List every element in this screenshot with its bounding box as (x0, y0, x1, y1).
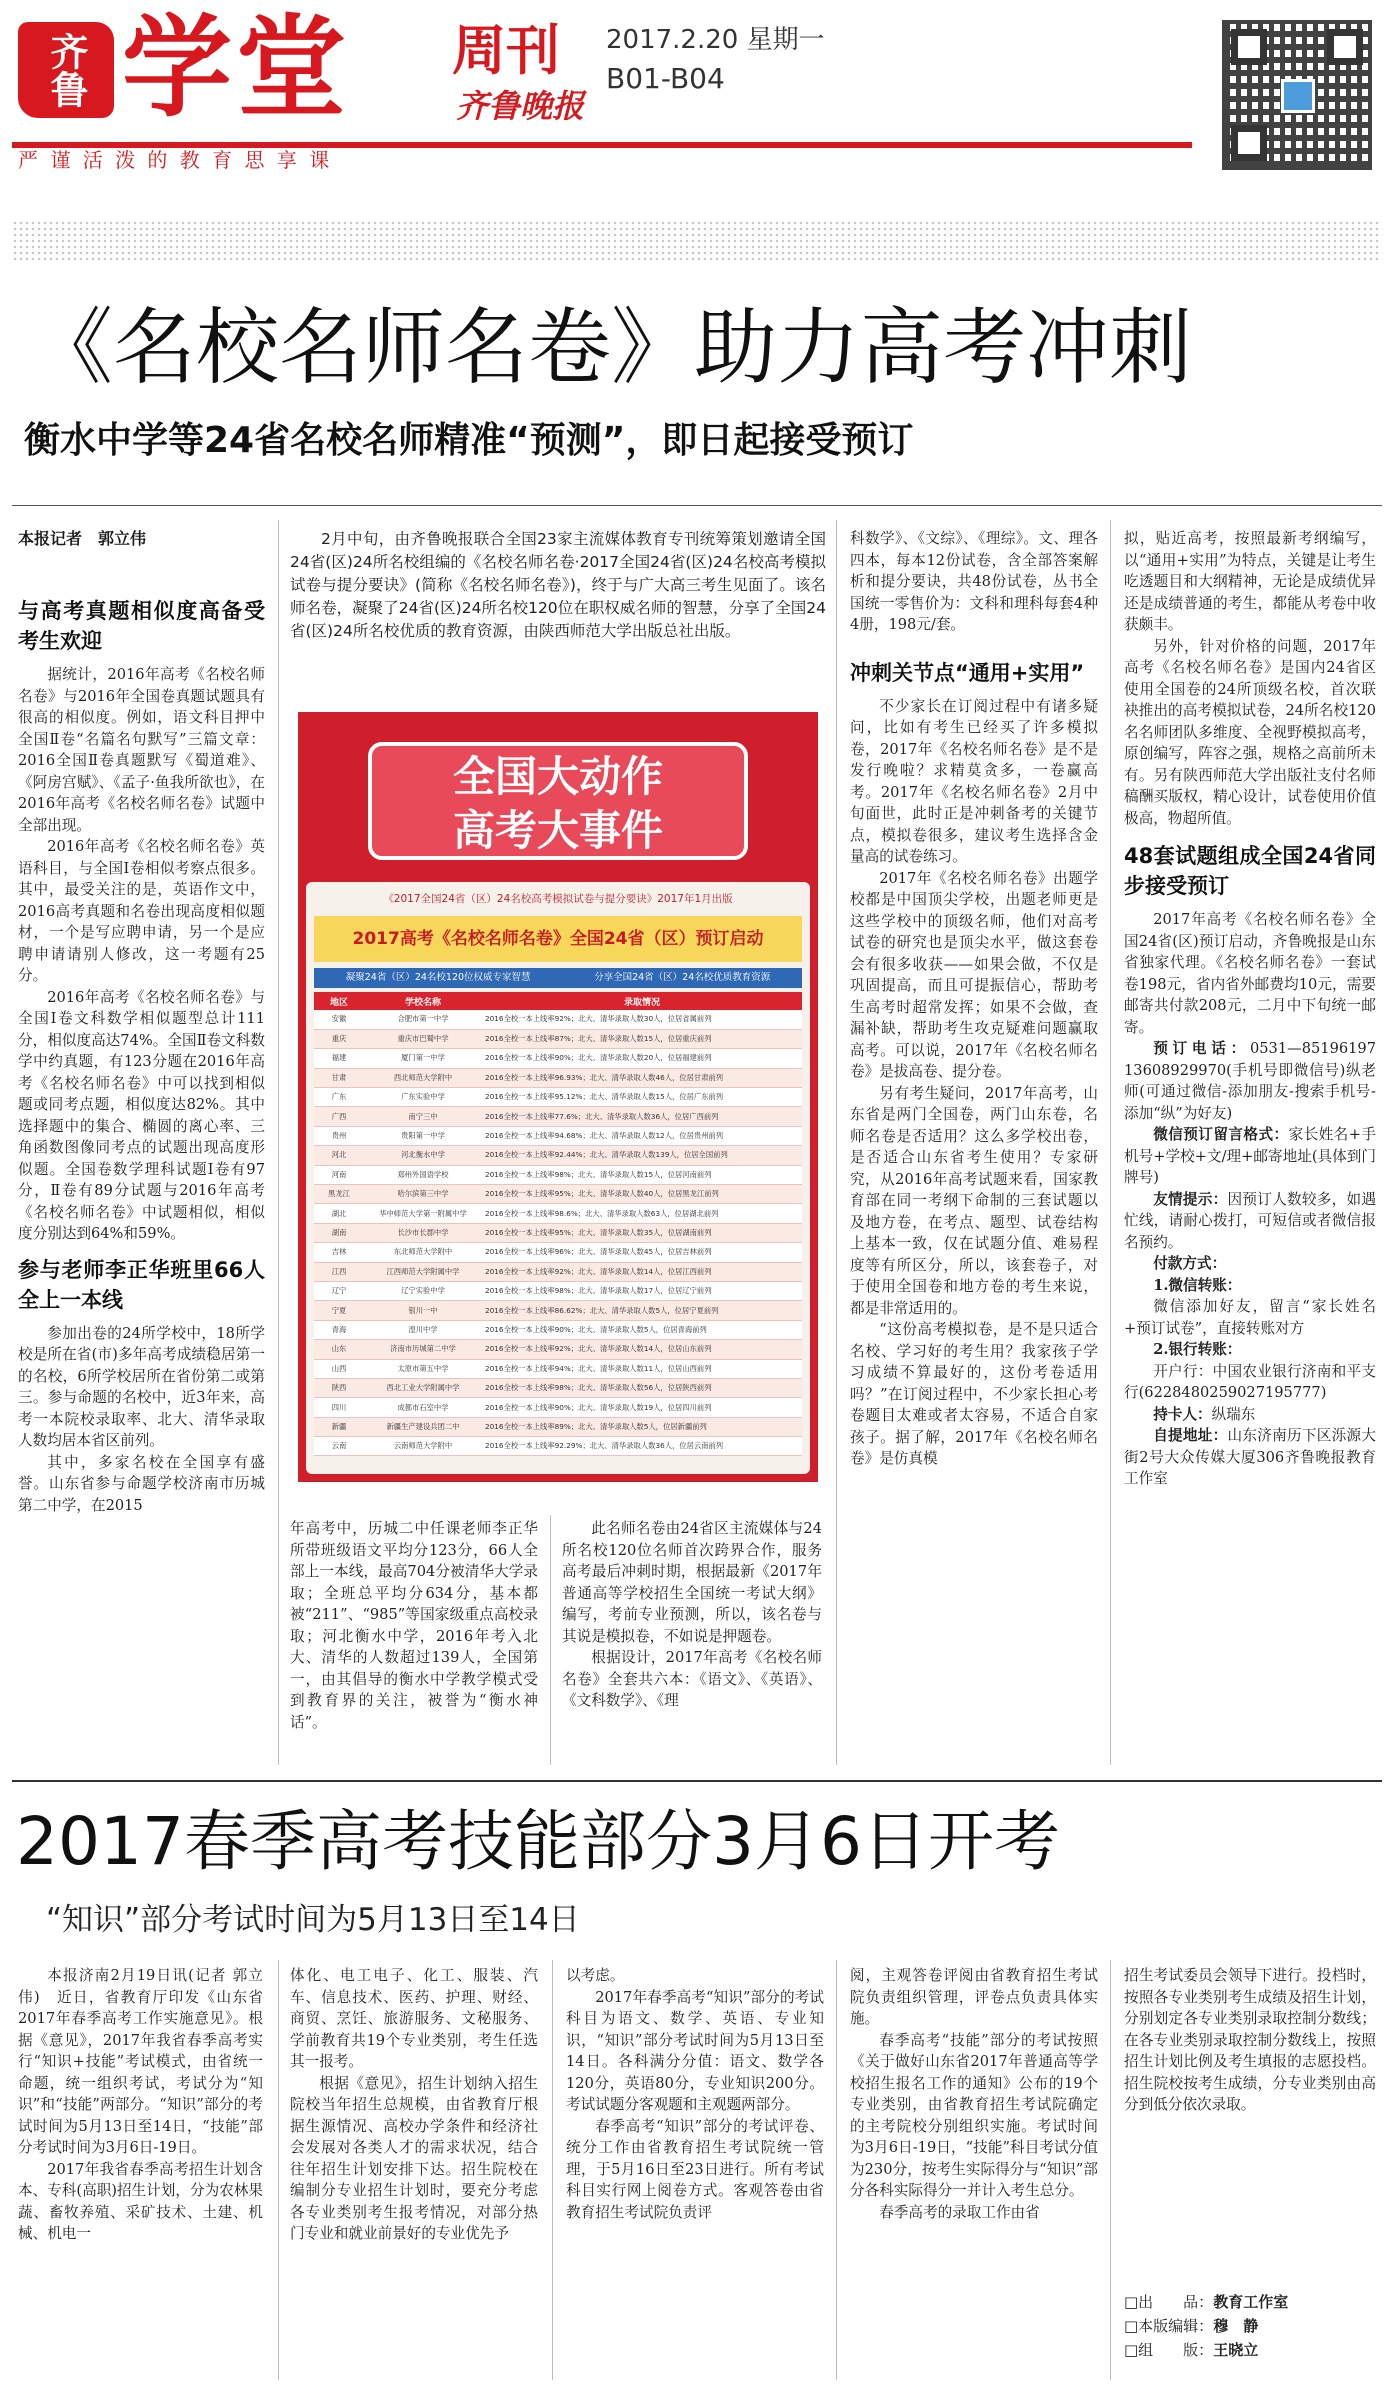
table-row (314, 1243, 802, 1262)
table-row (314, 1223, 802, 1242)
school-cell: 郑州外国语学校 (364, 1165, 482, 1184)
divider (12, 505, 1382, 506)
region-cell: 黑龙江 (314, 1185, 364, 1204)
order-wechat (1124, 1124, 1376, 1189)
pay-label: 付款方式： (1153, 1255, 1227, 1272)
region-cell: 广东 (314, 1088, 364, 1107)
table-row (314, 1281, 802, 1300)
paragraph: 体化、电工电子、化工、服装、汽车、信息技术、医药、护理、财经、商贸、烹饪、旅游服务、文秘服务、学前教育共19个专业类别，考生任选其一报考。 (290, 1967, 538, 2070)
paragraph: 2016年高考《名校名师名卷》与全国Ⅰ卷文科数学相似题型总计111分，相似度高达74%。全国Ⅱ卷文科数学中约真题，有123分题在2016年高考《名校名师名卷》中可以找到相似题或同考点题，相似度达82%。其中选择题中的集合、椭圆的离心率、三角函数图像同考点的试题出现高度形似题。全国卷数学理科试题Ⅰ卷有97分，Ⅱ卷有89分试题与2016年高考《名校名师名卷》中试题相似，相似度分别达到64%和59%。 (18, 988, 265, 1242)
article1-column-2 (290, 1518, 538, 1733)
article2-column-5 (1124, 1965, 1376, 2116)
article2-column-2 (290, 1965, 538, 2245)
article1-column-3 (562, 1518, 822, 1712)
article1-subhead: 衡水中学等24省名校名师精准“预测”，即日起接受预订 (24, 420, 914, 461)
credit-value: 王晓立 (1213, 2341, 1259, 2359)
order-wechat-label: 微信预订留言格式： (1153, 1126, 1289, 1143)
pay-bank (1124, 1339, 1376, 1361)
masthead (0, 0, 1395, 175)
region-cell: 安徽 (314, 1010, 364, 1029)
paragraph: 以考虑。 (566, 1967, 625, 1984)
poster-banner (368, 742, 748, 860)
logo-text: 齐鲁 (44, 32, 89, 108)
article2-column-1 (18, 1965, 263, 2245)
byline: 本报记者 郭立伟 (18, 529, 147, 548)
credit-line (1124, 2338, 1376, 2362)
table-row (314, 1165, 802, 1184)
school-cell: 银川一中 (364, 1301, 482, 1320)
credit-value: 穆 静 (1213, 2317, 1259, 2335)
paragraph: 春季高考的录取工作由省 (879, 2203, 1040, 2221)
paragraph: 春季高考“知识”部分的考试评卷、统分工作由省教育招生考试院统一管理，于5月16日至23日进行。所有考试科目实行网上阅卷方式。客观答卷由省教育招生考试院负责评 (566, 2117, 824, 2221)
admission-cell: 2016全校一本上线率96.93%；北大、清华录取人数46人，位居甘肃前列 (482, 1068, 802, 1087)
paragraph: 2016年高考《名校名师名卷》英语科目，与全国Ⅰ卷相似考察点很多。其中，最受关注的是，英语作文中，2016高考真题和名卷出现高度相似题材，一个是写应聘申请，另一个是应聘申请请别人修改，这一考题有25分。 (18, 838, 265, 984)
region-cell: 湖北 (314, 1204, 364, 1223)
pay-wechat (1124, 1275, 1376, 1297)
table-row (314, 1437, 802, 1456)
region-cell: 云南 (314, 1437, 364, 1456)
school-cell: 南宁三中 (364, 1107, 482, 1126)
table-row (314, 1185, 802, 1204)
pay-wechat-detail: 微信添加好友，留言“家长姓名+预订试卷”，直接转账对方 (1124, 1298, 1376, 1337)
article2-column-3 (566, 1965, 824, 2223)
region-cell: 吉林 (314, 1243, 364, 1262)
admission-cell: 2016全校一本上线率96%；北大、清华录取人数45人，位居吉林前列 (482, 1243, 802, 1262)
subheading: 冲刺关节点“通用+实用” (850, 660, 1085, 685)
paragraph: 2017年我省春季高考招生计划含本、专科(高职)招生计划，分为农林果蔬、畜牧养殖、采矿技术、土建、机械、机电一 (18, 2160, 263, 2242)
table-row (314, 1088, 802, 1107)
admission-cell: 2016全校一本上线率98%；北大、清华录取人数17人，位居辽宁前列 (482, 1281, 802, 1300)
table-row (314, 1049, 802, 1068)
region-cell: 江西 (314, 1262, 364, 1281)
admission-cell: 2016全校一本上线率95%；北大、清华录取人数35人，位居湖南前列 (482, 1223, 802, 1242)
pay2-label: 2.银行转账： (1153, 1341, 1242, 1358)
region-cell: 甘肃 (314, 1068, 364, 1087)
banner-line-2: 高考大事件 (452, 806, 663, 855)
paragraph: 本报济南2月19日讯(记者 郭立伟) 近日，省教育厅印发《山东省2017年春季高考工作实施意见》。根据《意见》，2017年我省春季高考实行“知识+技能”考试模式，由省统一命题，统一组织考试，考试分为“知识”和“技能”两部分。“知识”部分的考试时间为5月13日至14日，“技能”部分考试时间为3月6日-19日。 (18, 1967, 263, 2156)
table-row (314, 1398, 802, 1417)
order-phone-value: 0531—85196197 13608929970(手机号即微信号)纵老师(可通过微信-添加朋友-搜索手机号-添加“纵”为好友) (1124, 1040, 1376, 1122)
paragraph: 科数学》、《文综》、《理综》。文、理各四本，每本12份试卷，含全部答案解析和提分要诀，共48份试卷，丛书全国统一零售价为：文科和理科每套4种4册，198元/套。 (850, 530, 1098, 633)
table-header: 学校名称 (404, 997, 441, 1008)
paragraph: 参加出卷的24所学校中，18所学校是所在省(市)多年高考成绩稳居第一的名校，6所学校居所在省份第二或第三。参与命题的名校中，近3年来，高考一本院校录取率、北大、清华录取人数均居本省区前列。 (18, 1324, 265, 1449)
table-row (314, 1029, 802, 1048)
admission-cell: 2016全校一本上线率95%；北大、清华录取人数40人，位居黑龙江前列 (482, 1185, 802, 1204)
admission-cell: 2016全校一本上线率98%；北大、清华录取人数56人，位居陕西前列 (482, 1378, 802, 1397)
table-row (314, 1126, 802, 1145)
paragraph: 其中，多家名校在全国享有盛誉。山东省参与命题学校济南市历城第二中学，在2015 (18, 1453, 265, 1514)
paragraph: 年高考中，历城二中任课老师李正华所带班级语文平均分123分，66人全部上一本线，最高704分被清华大学录取；全班总平均分634分，基本都被“211”、“985”等国家级重点高校录取；河北衡水中学，2016年考入北大、清华的人数超过139人，全国第一，由其倡导的衡水中学教学模式受到教育界的关注，被誉为“衡水神话”。 (290, 1520, 538, 1731)
admission-cell: 2016全校一本上线率87%；北大、清华录取人数15人，位居重庆前列 (482, 1029, 802, 1048)
holder-value: 纵瑞东 (1211, 1405, 1256, 1423)
subheading: 与高考真题相似度高备受考生欢迎 (18, 599, 265, 653)
school-cell: 成都市石室中学 (364, 1398, 482, 1417)
school-cell: 西北师范大学附中 (364, 1068, 482, 1087)
article1-column-1 (18, 592, 265, 1516)
region-cell: 山东 (314, 1340, 364, 1359)
admission-cell: 2016全校一本上线率92%；北大、清华录取人数14人，位居江西前列 (482, 1262, 802, 1281)
region-cell: 辽宁 (314, 1281, 364, 1300)
school-cell: 重庆市巴蜀中学 (364, 1029, 482, 1048)
region-cell: 陕西 (314, 1378, 364, 1397)
table-header-row (314, 992, 802, 1010)
card-holder (1124, 1404, 1376, 1426)
qilu-logo (18, 22, 114, 118)
banner-line-1: 全国大动作 (452, 752, 663, 801)
credit-value: 教育工作室 (1213, 2293, 1289, 2311)
poster-inner (306, 882, 810, 1474)
article1-lead (290, 528, 826, 643)
admission-cell: 2016全校一本上线率90%；北大、清华录取人数19人，位居四川前列 (482, 1398, 802, 1417)
blue-right-label: 分享全国24省（区）24名校优质教育资源 (594, 972, 771, 983)
school-cell: 东北师范大学附中 (364, 1243, 482, 1262)
admission-cell: 2016全校一本上线率86.62%；北大、清华录取人数5人，位居宁夏前列 (482, 1301, 802, 1320)
lead-paragraph: 2月中旬，由齐鲁晚报联合全国23家主流媒体教育专刊统筹策划邀请全国24省(区)24所名校组编的《名校名师名卷·2017全国24省(区)24名校高考模拟试卷与提分要诀》(简称《名校名师名卷》)，终于与广大高三考生见面了。该名师名卷，凝聚了24省(区)24所名校120位在职权威名师的智慧，分享了全国24省(区)24所名校优质的教育资源，由陕西师范大学出版总社出版。 (290, 530, 826, 640)
dotted-band (12, 220, 1382, 260)
region-cell: 山西 (314, 1359, 364, 1378)
section-divider (12, 1780, 1382, 1782)
poster-red-title: 2017高考《名校名师名卷》全国24省（区）预订启动 (314, 916, 802, 962)
region-cell: 贵州 (314, 1126, 364, 1145)
paragraph: 根据设计，2017年高考《名校名师名卷》全套共六本：《语文》、《英语》、《文科数学》、《理 (562, 1649, 822, 1709)
qr-code (1222, 20, 1372, 170)
table-row (314, 1262, 802, 1281)
article2-column-4 (850, 1965, 1098, 2223)
paragraph: 根据《意见》，招生计划纳入招生院校当年招生总规模，由省教育厅根据生源情况、高校办学条件和经济社会发展对各类人才的需求状况，结合往年招生计划安排下达。招生院校在编制分专业招生计划时，要充分考虑各专业类别考生报考情况，对部分热门专业和就业前景好的专业优先予 (290, 2074, 538, 2242)
subheading: 48套试题组成全国24省同步接受预订 (1124, 844, 1376, 898)
paragraph: 另外，针对价格的问题，2017年高考《名校名师名卷》是国内24省区使用全国卷的24所顶级名校，首次联袂推出的高考模拟试卷，24所名校120名名师团队多维度、全视野模拟高考，原创编写，阵容之强，规格之高前所未有。另有陕西师范大学出版社支付名师稿酬买版权，精心设计，试卷使用价值极高，物超所值。 (1124, 637, 1376, 827)
masthead-title: 学堂 (122, 4, 350, 132)
pickup-address (1124, 1425, 1376, 1490)
slogan: 严 谨 活 泼 的 教 育 思 享 课 (18, 148, 333, 172)
pay1-label: 1.微信转账： (1153, 1276, 1242, 1294)
paragraph: 拟，贴近高考，按照最新考纲编写，以“通用+实用”为特点，关键是让考生吃透题目和大纲精神，无论是成绩优异还是成绩普通的考生，都能从考卷中收获颇丰。 (1124, 530, 1376, 633)
school-cell: 江西师范大学附属中学 (364, 1262, 482, 1281)
order-phone-label: 预订电话： (1153, 1040, 1250, 1057)
region-cell: 宁夏 (314, 1301, 364, 1320)
table-header: 录取情况 (623, 997, 660, 1008)
school-cell: 西北工业大学附属中学 (364, 1378, 482, 1397)
pickup-label: 自提地址： (1153, 1427, 1228, 1444)
region-cell: 河南 (314, 1165, 364, 1184)
table-row (314, 1301, 802, 1320)
admission-cell: 2016全校一本上线率92.44%；北大、清华录取人数139人，位居全国前列 (482, 1146, 802, 1165)
credit-label: □组 版： (1124, 2341, 1214, 2359)
article2-subhead: “知识”部分考试时间为5月13日至14日 (46, 1902, 580, 1938)
school-cell: 广东实验中学 (364, 1088, 482, 1107)
paragraph: 不少家长在订阅过程中有诸多疑问，比如有考生已经买了许多模拟卷，2017年《名校名师名卷》是不是发行晚啦？求精莫贪多，一卷赢高考。2017年《名校名师名卷》2月中旬面世，此时正是冲刺备考的关键节点，模拟卷很多，建议考生选择含金量高的试卷练习。 (850, 697, 1098, 865)
admission-cell: 2016全校一本上线率89%；北大、清华录取人数5人，位居新疆前列 (482, 1417, 802, 1436)
issue-date: 2017.2.20 星期一 (606, 25, 825, 55)
promo-poster (298, 712, 818, 1482)
paragraph: 2017年《名校名师名卷》出题学校都是中国顶尖学校，出题老师更是这些学校中的顶级名师，他们对高考试卷的研究也是顶尖水平，做这套卷会有很多收获——如果会做，不仅是巩固提高，而且可提振信心，帮助考生高考时超常发挥；如果不会做，查漏补缺，帮助考生攻克疑难问题赢取高考。可以说，2017年《名校名师名卷》是拔高卷、提分卷。 (850, 869, 1098, 1080)
school-cell: 河北衡水中学 (364, 1146, 482, 1165)
admission-cell: 2016全校一本上线率94%；北大、清华录取人数11人，位居山西前列 (482, 1359, 802, 1378)
article2-headline: 2017春季高考技能部分3月6日开考 (16, 1803, 1060, 1880)
school-cell: 辽宁实验中学 (364, 1281, 482, 1300)
tip (1124, 1189, 1376, 1254)
school-cell: 长沙市长郡中学 (364, 1223, 482, 1242)
credits-box (1124, 2290, 1376, 2362)
admission-cell: 2016全校一本上线率90%；北大、清华录取人数5人，位居青海前列 (482, 1320, 802, 1339)
order-wechat-value: 家长姓名+手机号+学校+文/理+邮寄地址(具体到门牌号) (1124, 1126, 1376, 1186)
table-body (314, 1010, 802, 1456)
table-row (314, 1068, 802, 1087)
region-cell: 新疆 (314, 1417, 364, 1436)
paper-name: 齐鲁晚报 (456, 87, 585, 125)
table-row (314, 1378, 802, 1397)
subheading: 参与老师李正华班里66人全上一本线 (18, 1257, 265, 1312)
blue-left-label: 凝聚24省（区）24名校120位权威专家智慧 (345, 972, 531, 983)
article1-column-4 (850, 528, 1098, 1470)
admission-cell: 2016全校一本上线率95.12%；北大、清华录取人数15人，位居广东前列 (482, 1088, 802, 1107)
school-cell: 合肥市第一中学 (364, 1010, 482, 1029)
table-row (314, 1340, 802, 1359)
pickup-value: 山东济南历下区泺源大街2号大众传媒大厦306齐鲁晚报教育工作室 (1124, 1427, 1376, 1487)
paragraph: 招生考试委员会领导下进行。投档时，按照各专业类别考生成绩及招生计划，分别划定各专业类别录取控制分数线；在各专业类别录取控制分数线上，按照招生计划比例及考生填报的志愿投档。招生院校按考生成绩，分专业类别由高分到低分依次录取。 (1124, 1967, 1376, 2113)
region-cell: 福建 (314, 1049, 364, 1068)
paragraph: 春季高考“技能”部分的考试按照《关于做好山东省2017年普通高等学校招生报名工作的通知》公布的19个专业类别，由省教育招生考试院确定的主考院校分别组织实施。考试时间为3月6日-19日，“技能”科目考试分值为230分，按考生实际得分与“知识”部分各科实际得分一并计入考生总分。 (850, 2031, 1098, 2199)
admission-cell: 2016全校一本上线率92%；北大、清华录取人数30人，位居省属前列 (482, 1010, 802, 1029)
credit-label: □本版编辑： (1124, 2317, 1214, 2335)
table-row (314, 1320, 802, 1339)
poster-blue-bar (314, 968, 802, 988)
school-cell: 云南师范大学附中 (364, 1437, 482, 1456)
poster-small-title: 《2017全国24省（区）24名校高考模拟试卷与提分要诀》2017年1月出版 (383, 893, 733, 905)
tip-label: 友情提示： (1153, 1190, 1228, 1208)
table-row (314, 1359, 802, 1378)
paragraph: 2017年春季高考“知识”部分的考试科目为语文、数学、英语、专业知识，“知识”部分考试时间为5月13日至14日。各科满分分值：语文、数学各120分，英语80分，专业知识200分。考试试题分客观题和主观题两部分。 (566, 1988, 824, 2113)
region-cell: 重庆 (314, 1029, 364, 1048)
school-cell: 厦门第一中学 (364, 1049, 482, 1068)
school-cell: 太原市第五中学 (364, 1359, 482, 1378)
page-range: B01-B04 (606, 62, 725, 95)
table-row (314, 1146, 802, 1165)
paragraph: 据统计，2016年高考《名校名师名卷》与2016年全国卷真题试题具有很高的相似度。例如，语文科目押中全国Ⅱ卷“名篇名句默写”三篇文章：2016全国Ⅱ卷真题默写《蜀道难》、《阿房宫赋》、《孟子·鱼我所欲也》，在2016年高考《名校名师名卷》试题中全部出现。 (18, 666, 265, 834)
admission-cell: 2016全校一本上线率92%；北大、清华录取人数14人，位居山东前列 (482, 1340, 802, 1359)
article1-column-5 (1124, 528, 1376, 1490)
school-cell: 贵阳第一中学 (364, 1126, 482, 1145)
paragraph: 另有考生疑问，2017年高考，山东省是两门全国卷，两门山东卷，名师名卷是否适用？这么多学校出卷，是否适合山东省考生使用？专家研究，从2016年高考试题来看，国家教育部在同一考纲下命制的三套试题以及地方卷，在考点、题型、试卷结构上基本一致，仅在试题分值、难易程度等有所区分，所以，该套卷子，对于使用全国卷和地方卷的考生来说，都是非常适用的。 (850, 1084, 1098, 1317)
pay-method (1124, 1253, 1376, 1275)
admission-cell: 2016全校一本上线率77.6%；北大、清华录取人数36人，位居广西前列 (482, 1107, 802, 1126)
zhoukan-label: 周刊 (452, 19, 560, 82)
credit-line (1124, 2314, 1376, 2338)
region-cell: 湖南 (314, 1223, 364, 1242)
admission-cell: 2016全校一本上线率98.6%；北大、清华录取人数63人，位居湖北前列 (482, 1204, 802, 1223)
table-row (314, 1417, 802, 1436)
table-row (314, 1010, 802, 1029)
school-cell: 华中师范大学第一附属中学 (364, 1204, 482, 1223)
admission-cell: 2016全校一本上线率98%；北大、清华录取人数15人，位居河南前列 (482, 1165, 802, 1184)
order-phone (1124, 1038, 1376, 1124)
paragraph: 此名师名卷由24省区主流媒体与24所名校120位名师首次跨界合作，服务高考最后冲刺时期，根据最新《2017年普通高等学校招生全国统一考试大纲》编写，考前专业预测，所以，该名卷与其说是模拟卷，不如说是押题卷。 (562, 1520, 822, 1645)
school-cell: 济南市历城第二中学 (364, 1340, 482, 1359)
credit-label: □出 品： (1124, 2293, 1214, 2311)
school-cell: 哈尔滨第三中学 (364, 1185, 482, 1204)
school-cell: 新疆生产建设兵团二中 (364, 1417, 482, 1436)
school-cell: 湟川中学 (364, 1320, 482, 1339)
region-cell: 青海 (314, 1320, 364, 1339)
credit-line (1124, 2290, 1376, 2314)
tip-value: 因预订人数较多，如遇忙线，请耐心拨打，可短信或者微信报名预约。 (1124, 1190, 1376, 1251)
article1-headline: 《名校名师名卷》助力高考冲刺 (30, 299, 1192, 396)
admission-cell: 2016全校一本上线率90%；北大、清华录取人数20人，位居福建前列 (482, 1049, 802, 1068)
paragraph: 2017年高考《名校名师名卷》全国24省(区)预订启动，齐鲁晚报是山东省独家代理。《名校名师名卷》一套试卷198元，省内省外邮费均10元，需要邮寄共付款208元，二月中下旬统一邮寄。 (1124, 911, 1376, 1036)
holder-label: 持卡人： (1153, 1405, 1212, 1423)
school-table (314, 992, 802, 1456)
region-cell: 河北 (314, 1146, 364, 1165)
table-row (314, 1107, 802, 1126)
table-header: 地区 (329, 997, 348, 1008)
paragraph: “这份高考模拟卷，是不是只适合名校、学习好的考生用？我家孩子学习成绩不算最好的，这份考卷适用吗？”在订阅过程中，不少家长担心考卷题目太难或者太容易，不适合自家孩子。据了解，2017年《名校名师名卷》是仿真模 (850, 1321, 1098, 1467)
admission-cell: 2016全校一本上线率94.68%；北大、清华录取人数12人，位居贵州前列 (482, 1126, 802, 1145)
pay-bank-detail: 开户行：中国农业银行济南和平支行(6228480259027195777) (1124, 1362, 1376, 1401)
table-row (314, 1204, 802, 1223)
admission-cell: 2016全校一本上线率92.29%；北大、清华录取人数36人，位居云南前列 (482, 1437, 802, 1456)
region-cell: 四川 (314, 1398, 364, 1417)
paragraph: 阅，主观答卷评阅由省教育招生考试院负责组织管理，评卷点负责具体实施。 (850, 1967, 1098, 2027)
region-cell: 广西 (314, 1107, 364, 1126)
